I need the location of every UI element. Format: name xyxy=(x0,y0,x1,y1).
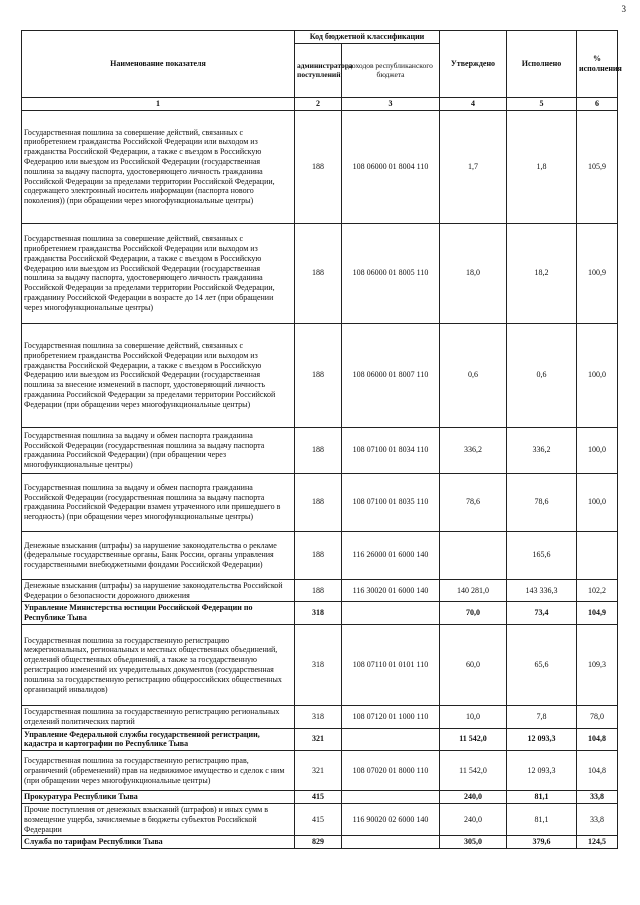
table-row xyxy=(22,110,618,223)
header-percent: % исполнения xyxy=(577,31,618,98)
row-name: Государственная пошлина за выдачу и обмен паспорта гражданина Российской Федерации (государственная пошлина за выдачу паспорта гражданина Российской Федерации) (при обращении через многофункциональные центры) xyxy=(22,427,295,473)
row-revenue-code xyxy=(342,728,440,751)
row-approved: 18,0 xyxy=(440,223,507,323)
column-number-row xyxy=(22,97,618,110)
row-admin-code: 188 xyxy=(295,427,342,473)
row-approved: 336,2 xyxy=(440,427,507,473)
row-percent: 100,0 xyxy=(577,427,618,473)
row-name: Прокуратура Республики Тыва xyxy=(22,791,295,804)
row-admin-code: 321 xyxy=(295,728,342,751)
row-executed: 143 336,3 xyxy=(507,579,577,602)
row-executed: 379,6 xyxy=(507,836,577,849)
page-number: 3 xyxy=(621,4,626,14)
row-revenue-code: 116 30020 01 6000 140 xyxy=(342,579,440,602)
row-approved: 70,0 xyxy=(440,602,507,625)
table-row xyxy=(22,473,618,531)
row-name: Государственная пошлина за государственную регистрацию прав, ограничений (обременений) прав на недвижимое имущество и сделок с ним (при обращении через многофункциональные центры) xyxy=(22,751,295,791)
table-row xyxy=(22,223,618,323)
row-percent: 100,9 xyxy=(577,223,618,323)
row-executed: 0,6 xyxy=(507,323,577,427)
row-revenue-code: 108 07120 01 1000 110 xyxy=(342,705,440,728)
row-percent: 104,9 xyxy=(577,602,618,625)
row-revenue-code: 108 06000 01 8004 110 xyxy=(342,110,440,223)
row-approved: 140 281,0 xyxy=(440,579,507,602)
row-executed: 18,2 xyxy=(507,223,577,323)
table-row xyxy=(22,624,618,705)
row-name: Государственная пошлина за выдачу и обмен паспорта гражданина Российской Федерации (государственная пошлина за выдачу паспорта гражданина Российской Федерации взамен утраченного или пришедшего в негодность) (при обращении через многофункциональные центры) xyxy=(22,473,295,531)
row-executed: 81,1 xyxy=(507,791,577,804)
table-body xyxy=(22,110,618,848)
row-percent: 105,9 xyxy=(577,110,618,223)
row-name: Государственная пошлина за совершение действий, связанных с приобретением гражданства Российской Федерации или выходом из гражданства Российской Федерации, а также с въездом в Российскую Федерацию или выездом из Российской Федерации (государственная пошлина за выдачу паспорта, удостоверяющего личность гражданина Российской Федерации за пределами территории Российской Федерации, содержащего электронный носитель информации (паспорта нового поколения)) (при обращении через многофункциональные центры) xyxy=(22,110,295,223)
row-name: Государственная пошлина за государственную регистрацию региональных отделений политических партий xyxy=(22,705,295,728)
table-row xyxy=(22,705,618,728)
row-executed: 81,1 xyxy=(507,803,577,835)
row-percent xyxy=(577,531,618,579)
row-admin-code: 188 xyxy=(295,473,342,531)
row-executed: 1,8 xyxy=(507,110,577,223)
header-executed: Исполнено xyxy=(507,31,577,98)
row-admin-code: 321 xyxy=(295,751,342,791)
row-approved: 305,0 xyxy=(440,836,507,849)
row-name: Управление Федеральной службы государственной регистрации, кадастра и картографии по Республике Тыва xyxy=(22,728,295,751)
row-name: Служба по тарифам Республики Тыва xyxy=(22,836,295,849)
row-executed: 7,8 xyxy=(507,705,577,728)
row-percent: 104,8 xyxy=(577,728,618,751)
row-approved: 240,0 xyxy=(440,803,507,835)
row-admin-code: 188 xyxy=(295,110,342,223)
row-executed: 65,6 xyxy=(507,624,577,705)
header-name: Наименование показателя xyxy=(22,31,295,98)
row-approved: 0,6 xyxy=(440,323,507,427)
table-row xyxy=(22,531,618,579)
row-admin-code: 415 xyxy=(295,791,342,804)
row-executed: 336,2 xyxy=(507,427,577,473)
table-row xyxy=(22,728,618,751)
row-approved xyxy=(440,531,507,579)
row-approved: 11 542,0 xyxy=(440,728,507,751)
row-percent: 33,8 xyxy=(577,803,618,835)
row-percent: 33,8 xyxy=(577,791,618,804)
row-approved: 11 542,0 xyxy=(440,751,507,791)
row-admin-code: 188 xyxy=(295,323,342,427)
row-name: Государственная пошлина за государственную регистрацию межрегиональных, региональных и местных общественных объединений, отделений общественных объединений, а также за государственную регистрацию изменений их учредительных документов (государственная пошлина за государственную регистрацию общероссийских общественных организаций инвалидов) xyxy=(22,624,295,705)
row-percent: 102,2 xyxy=(577,579,618,602)
row-revenue-code xyxy=(342,836,440,849)
table-row xyxy=(22,836,618,849)
row-executed: 12 093,3 xyxy=(507,728,577,751)
table-row xyxy=(22,751,618,791)
row-executed: 78,6 xyxy=(507,473,577,531)
row-revenue-code: 108 06000 01 8005 110 xyxy=(342,223,440,323)
row-percent: 78,0 xyxy=(577,705,618,728)
row-admin-code: 188 xyxy=(295,223,342,323)
budget-table xyxy=(21,30,622,849)
row-name: Государственная пошлина за совершение действий, связанных с приобретением гражданства Российской Федерации или выходом из гражданства Российской Федерации, а также с въездом в Российскую Федерацию или выездом из Российской Федерации (государственная пошлина за внесение изменений в паспорт, удостоверяющий личность гражданина Российской Федерации за пределами территории Российской Федерации (при обращении через многофункциональные центры) xyxy=(22,323,295,427)
row-revenue-code: 108 07110 01 0101 110 xyxy=(342,624,440,705)
row-percent: 100,0 xyxy=(577,473,618,531)
row-admin-code: 318 xyxy=(295,624,342,705)
row-approved: 60,0 xyxy=(440,624,507,705)
table-row xyxy=(22,791,618,804)
column-number: 2 xyxy=(295,97,342,110)
table-row xyxy=(22,803,618,835)
header-approved: Утверждено xyxy=(440,31,507,98)
header-revenue: доходов республиканского бюджета xyxy=(342,43,440,97)
row-revenue-code xyxy=(342,791,440,804)
row-revenue-code: 108 07020 01 8000 110 xyxy=(342,751,440,791)
row-name: Прочие поступления от денежных взысканий (штрафов) и иных сумм в возмещение ущерба, зачисляемые в бюджеты субъектов Российской Федерации xyxy=(22,803,295,835)
header-admin: администратора поступлений xyxy=(295,43,342,97)
table-row xyxy=(22,602,618,625)
row-admin-code: 188 xyxy=(295,531,342,579)
row-revenue-code: 116 26000 01 6000 140 xyxy=(342,531,440,579)
row-admin-code: 829 xyxy=(295,836,342,849)
row-name: Денежные взыскания (штрафы) за нарушение законодательства Российской Федерации о безопасности дорожного движения xyxy=(22,579,295,602)
table-row xyxy=(22,427,618,473)
table-row xyxy=(22,323,618,427)
row-executed: 73,4 xyxy=(507,602,577,625)
row-revenue-code: 108 07100 01 8034 110 xyxy=(342,427,440,473)
row-name: Денежные взыскания (штрафы) за нарушение законодательства о рекламе (федеральные государственные органы, Банк России, органы управления государственными внебюджетными фондами Российской Федерации) xyxy=(22,531,295,579)
row-executed: 165,6 xyxy=(507,531,577,579)
row-revenue-code: 108 07100 01 8035 110 xyxy=(342,473,440,531)
row-percent: 104,8 xyxy=(577,751,618,791)
row-name: Управление Министерства юстиции Российской Федерации по Республике Тыва xyxy=(22,602,295,625)
row-approved: 1,7 xyxy=(440,110,507,223)
table-row xyxy=(22,579,618,602)
row-percent: 124,5 xyxy=(577,836,618,849)
row-approved: 78,6 xyxy=(440,473,507,531)
row-percent: 100,0 xyxy=(577,323,618,427)
row-executed: 12 093,3 xyxy=(507,751,577,791)
row-approved: 240,0 xyxy=(440,791,507,804)
column-number: 6 xyxy=(577,97,618,110)
row-admin-code: 188 xyxy=(295,579,342,602)
row-admin-code: 318 xyxy=(295,705,342,728)
column-number: 3 xyxy=(342,97,440,110)
row-percent: 109,3 xyxy=(577,624,618,705)
row-revenue-code xyxy=(342,602,440,625)
row-approved: 10,0 xyxy=(440,705,507,728)
row-revenue-code: 116 90020 02 6000 140 xyxy=(342,803,440,835)
column-number: 4 xyxy=(440,97,507,110)
column-number: 5 xyxy=(507,97,577,110)
row-revenue-code: 108 06000 01 8007 110 xyxy=(342,323,440,427)
column-number: 1 xyxy=(22,97,295,110)
row-admin-code: 415 xyxy=(295,803,342,835)
row-admin-code: 318 xyxy=(295,602,342,625)
header-kbk-group: Код бюджетной классификации xyxy=(295,31,440,44)
row-name: Государственная пошлина за совершение действий, связанных с приобретением гражданства Российской Федерации или выходом из гражданства Российской Федерации, а также с въездом в Российскую Федерацию или выездом из Российской Федерации (государственная пошлина за выдачу паспорта, удостоверяющего личность гражданина Российской Федерации за пределами территории Российской Федерации, гражданину Российской Федерации в возрасте до 14 лет (при обращении через многофункциональные центры) xyxy=(22,223,295,323)
